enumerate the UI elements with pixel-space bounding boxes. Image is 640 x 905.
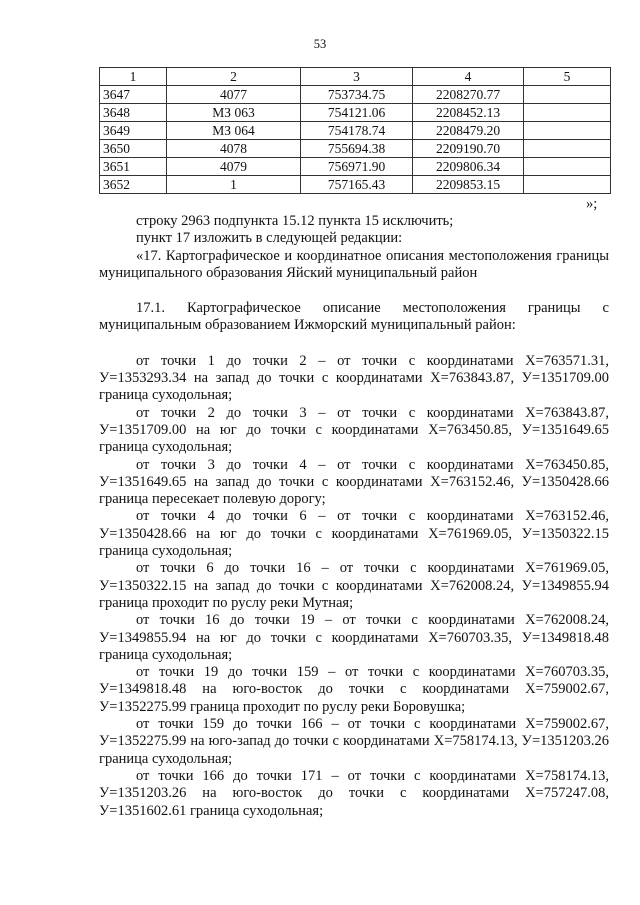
table-cell: 2208270.77 xyxy=(413,86,524,104)
table-cell: 4077 xyxy=(167,86,301,104)
table-cell: 757165.43 xyxy=(301,176,413,194)
table-cell xyxy=(524,176,611,194)
table-header-cell: 4 xyxy=(413,68,524,86)
boundary-segment: от точки 4 до точки 6 – от точки с координатами Х=763152.46, У=1350428.66 на юг до точки с координатами Х=761969.05, У=1350322.15 граница суходольная; xyxy=(99,508,609,560)
table-cell xyxy=(524,86,611,104)
boundary-segment: от точки 3 до точки 4 – от точки с координатами Х=763450.85, У=1351649.65 на запад до точки с координатами Х=763152.46, У=1350428.66 граница пересекает полевую дорогу; xyxy=(99,456,609,508)
boundary-segment: от точки 2 до точки 3 – от точки с координатами Х=763843.87, У=1351709.00 на юг до точки с координатами Х=763450.85, У=1351649.65 граница суходольная; xyxy=(99,404,609,456)
coordinates-table xyxy=(99,67,611,194)
table-row xyxy=(100,158,611,176)
paragraph: пункт 17 изложить в следующей редакции: xyxy=(136,230,403,247)
table-header-cell: 5 xyxy=(524,68,611,86)
table-cell: 754121.06 xyxy=(301,104,413,122)
table-cell: 3647 xyxy=(100,86,167,104)
closing-quote: »; xyxy=(586,196,598,212)
table-cell: 3652 xyxy=(100,176,167,194)
table-cell xyxy=(524,122,611,140)
table-row xyxy=(100,176,611,194)
table-cell: 4079 xyxy=(167,158,301,176)
subsection-heading: 17.1. Картографическое описание местоположения границы с муниципальным образованием Ижморский муниципальный район: xyxy=(99,300,609,334)
table-cell: 2209853.15 xyxy=(413,176,524,194)
table-row xyxy=(100,140,611,158)
table-header-cell: 1 xyxy=(100,68,167,86)
table-cell: 753734.75 xyxy=(301,86,413,104)
table-cell: 4078 xyxy=(167,140,301,158)
table-row xyxy=(100,86,611,104)
table-cell: 2208479.20 xyxy=(413,122,524,140)
table-cell xyxy=(524,140,611,158)
table-cell: МЗ 063 xyxy=(167,104,301,122)
table-cell: МЗ 064 xyxy=(167,122,301,140)
table-cell: 3651 xyxy=(100,158,167,176)
table-row xyxy=(100,104,611,122)
table-cell: 3649 xyxy=(100,122,167,140)
table-cell: 2209190.70 xyxy=(413,140,524,158)
paragraph: строку 2963 подпункта 15.12 пункта 15 исключить; xyxy=(136,213,454,229)
boundary-segment: от точки 16 до точки 19 – от точки с координатами Х=762008.24, У=1349855.94 на юг до точки с координатами Х=760703.35, У=1349818.48 граница суходольная; xyxy=(99,612,609,663)
table-cell: 755694.38 xyxy=(301,140,413,158)
document-body xyxy=(99,213,609,820)
table-cell: 754178.74 xyxy=(301,122,413,140)
boundary-segment: от точки 159 до точки 166 – от точки с координатами Х=759002.67, У=1352275.99 на юго-запад до точки с координатами Х=758174.13, У=1351203.26 граница суходольная; xyxy=(99,716,609,767)
boundary-segment: от точки 19 до точки 159 – от точки с координатами Х=760703.35, У=1349818.48 на юго-восток до точки с координатами Х=759002.67, У=1352275.99 граница проходит по руслу реки Боровушка; xyxy=(99,664,609,715)
table-row xyxy=(100,122,611,140)
table-cell: 1 xyxy=(167,176,301,194)
table-header-cell: 3 xyxy=(301,68,413,86)
table-cell: 2208452.13 xyxy=(413,104,524,122)
table-cell: 3648 xyxy=(100,104,167,122)
boundary-segment: от точки 166 до точки 171 – от точки с координатами Х=758174.13, У=1351203.26 на юго-восток до точки с координатами Х=757247.08, У=1351602.61 граница суходольная; xyxy=(99,767,609,819)
section-heading: «17. Картографическое и координатное описания местоположения границы муниципального образования Яйский муниципальный район xyxy=(99,247,609,281)
table-header-row xyxy=(100,68,611,86)
table-header-cell: 2 xyxy=(167,68,301,86)
table-cell: 3650 xyxy=(100,140,167,158)
table-cell xyxy=(524,104,611,122)
table-cell xyxy=(524,158,611,176)
table-cell: 2209806.34 xyxy=(413,158,524,176)
boundary-segment: от точки 6 до точки 16 – от точки с координатами Х=761969.05, У=1350322.15 на запад до точки с координатами Х=762008.24, У=1349855.94 граница проходит по руслу реки Мутная; xyxy=(99,560,609,611)
table-cell: 756971.90 xyxy=(301,158,413,176)
page-number: 53 xyxy=(313,37,327,51)
boundary-segment: от точки 1 до точки 2 – от точки с координатами Х=763571.31, У=1353293.34 на запад до точки с координатами Х=763843.87, У=1351709.00 граница суходольная; xyxy=(99,352,609,404)
